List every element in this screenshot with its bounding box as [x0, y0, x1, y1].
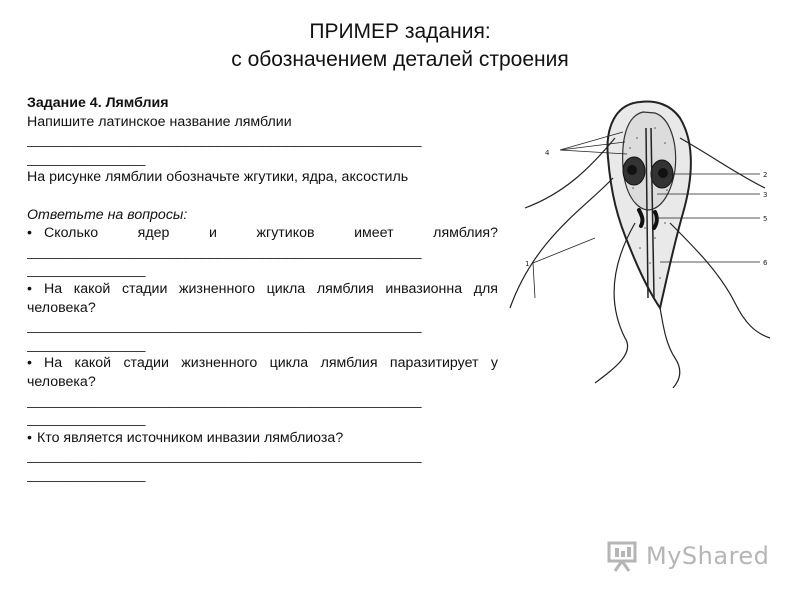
- answer-line: __________________________________________________: [27, 243, 422, 260]
- flagellum: [660, 308, 680, 388]
- figure-label-4: 4: [545, 149, 550, 157]
- question-text: Кто является источником инвазии лямблиоза?: [36, 429, 344, 446]
- answer-line: __________________________________________________: [27, 392, 422, 409]
- bullet-icon: •: [27, 355, 32, 372]
- nucleolus-right: [658, 168, 668, 178]
- flagellum: [670, 223, 770, 338]
- answer-line-short: _______________: [27, 262, 146, 279]
- page-title: [0, 18, 800, 74]
- bullet-icon: •: [27, 225, 32, 242]
- answer-line: __________________________________________________: [27, 318, 422, 335]
- figure-label-6: 6: [763, 259, 768, 267]
- figure-label-5: 5: [763, 215, 768, 223]
- question-item: [27, 224, 498, 243]
- figure-label-3: 3: [763, 191, 768, 199]
- question-text: Сколько ядер и жгутиков имеет лямблия?: [43, 225, 498, 242]
- task-heading: Задание 4. Лямблия: [27, 95, 169, 111]
- answer-line-short: _______________: [27, 466, 146, 483]
- answer-line-short: _______________: [27, 150, 146, 167]
- question-text: На какой стадии жизненного цикла лямблия инвазионна для человека?: [27, 280, 498, 316]
- giardia-illustration: [505, 98, 790, 388]
- answer-line-short: _______________: [27, 336, 146, 353]
- flagellum: [510, 178, 613, 308]
- instruction-latin-name: Напишите латинское название лямблии: [27, 113, 292, 130]
- task-block: [27, 94, 498, 484]
- watermark-logo: [606, 536, 776, 576]
- figure-label-2: 2: [763, 171, 768, 179]
- question-item: [27, 354, 498, 391]
- question-item: [27, 429, 498, 448]
- answer-line-short: _______________: [27, 411, 146, 428]
- bullet-icon: •: [27, 429, 32, 446]
- questions-intro: Ответьте на вопросы:: [27, 206, 188, 223]
- spacer: [27, 187, 498, 206]
- title-line-1: ПРИМЕР задания:: [309, 20, 491, 43]
- logo-text: MyShared: [646, 542, 770, 570]
- title-line-2: с обозначением деталей строения: [231, 48, 569, 71]
- bullet-icon: •: [27, 280, 32, 297]
- label-pointer: [533, 238, 595, 298]
- flagellum: [680, 138, 768, 188]
- question-item: [27, 280, 498, 317]
- nucleolus-left: [627, 165, 637, 175]
- instruction-label-parts: На рисунке лямблии обозначьте жгутики, ядра, аксостиль: [27, 169, 409, 186]
- answer-line: __________________________________________________: [27, 132, 422, 149]
- presentation-icon: [606, 539, 640, 573]
- question-text: На какой стадии жизненного цикла лямблия паразитирует у человека?: [27, 355, 498, 390]
- answer-line: __________________________________________________: [27, 448, 422, 465]
- figure-label-1: 1: [525, 260, 530, 268]
